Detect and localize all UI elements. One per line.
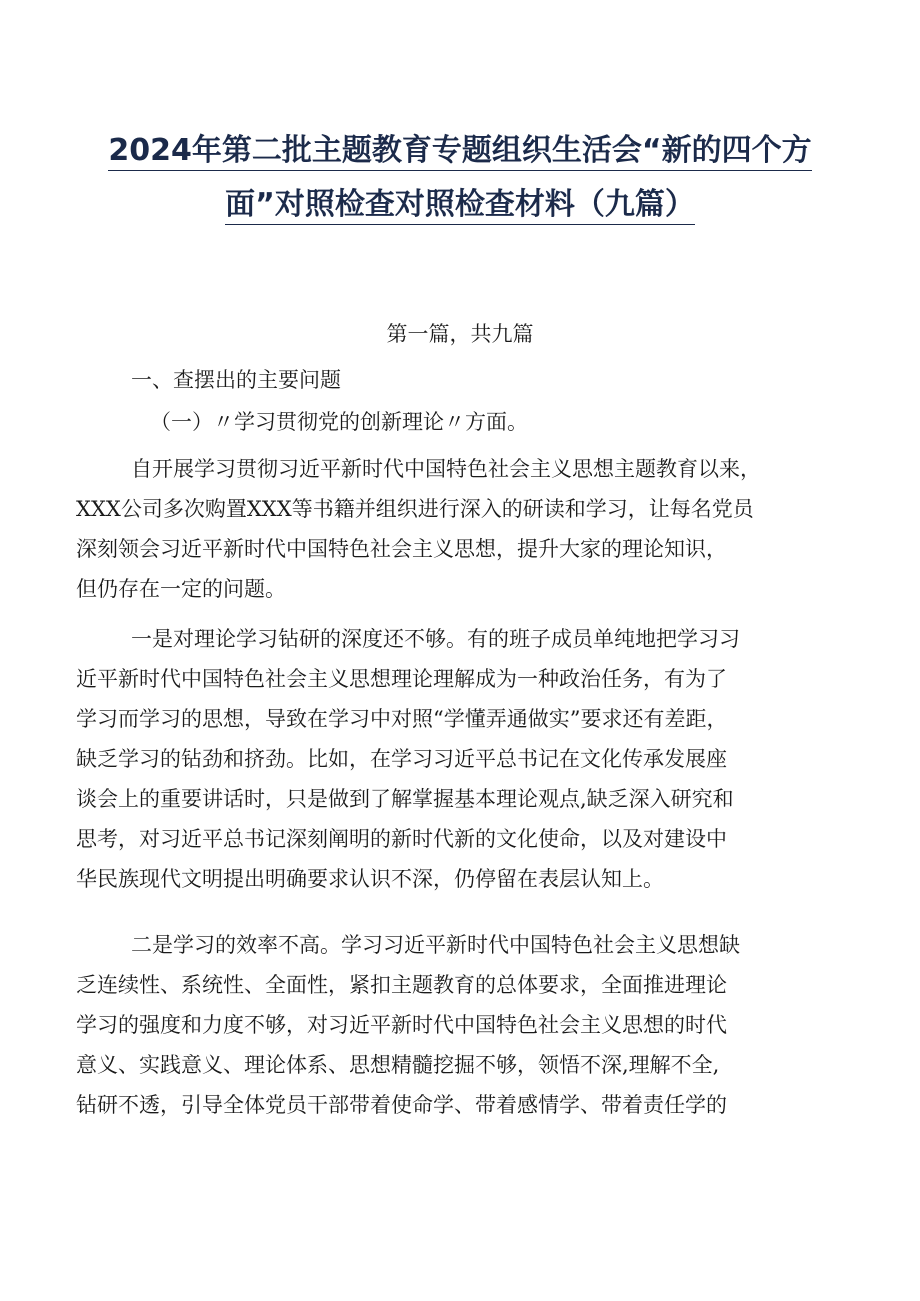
paragraph-1 <box>76 449 856 609</box>
paragraph-line: 但仍存在一定的问题。 <box>76 577 286 601</box>
document-title-line-2 <box>60 185 860 225</box>
paragraph-line: 学习而学习的思想，导致在学习中对照“学懂弄通做实”要求还有差距， <box>76 707 728 731</box>
paragraph-line: 华民族现代文明提出明确要求认识不深，仍停留在表层认知上。 <box>76 867 664 891</box>
subsection-heading: （一）〃学习贯彻党的创新理论〃方面。 <box>150 410 528 434</box>
paragraph-line: 谈会上的重要讲话时，只是做到了解掌握基本理论观点,缺乏深入研究和 <box>76 787 734 811</box>
paragraph-line: 自开展学习贯彻习近平新时代中国特色社会主义思想主题教育以来， <box>131 457 761 481</box>
paragraph-line: 二是学习的效率不高。学习习近平新时代中国特色社会主义思想缺 <box>131 933 740 957</box>
paragraph-line: 乏连续性、系统性、全面性，紧扣主题教育的总体要求，全面推进理论 <box>76 973 727 997</box>
document-title-line-1 <box>60 131 860 171</box>
paragraph-2 <box>76 619 856 899</box>
paragraph-line: 学习的强度和力度不够，对习近平新时代中国特色社会主义思想的时代 <box>76 1013 727 1037</box>
paragraph-line: XXX公司多次购置XXX等书籍并组织进行深入的研读和学习，让每名党员 <box>76 497 754 521</box>
paragraph-line: 近平新时代中国特色社会主义思想理论理解成为一种政治任务，有为了 <box>76 667 727 691</box>
paragraph-line: 意义、实践意义、理论体系、思想精髓挖掘不够，领悟不深,理解不全, <box>76 1053 720 1077</box>
paragraph-3 <box>76 925 856 1125</box>
part-subtitle: 第一篇，共九篇 <box>386 322 534 346</box>
paragraph-line: 缺乏学习的钻劲和挤劲。比如，在学习习近平总书记在文化传承发展座 <box>76 747 727 771</box>
paragraph-line: 深刻领会习近平新时代中国特色社会主义思想，提升大家的理论知识， <box>76 537 727 561</box>
paragraph-line: 一是对理论学习钻研的深度还不够。有的班子成员单纯地把学习习 <box>131 627 740 651</box>
section-heading: 一、查摆出的主要问题 <box>131 368 341 392</box>
paragraph-line: 钻研不透，引导全体党员干部带着使命学、带着感情学、带着责任学的 <box>76 1093 727 1117</box>
title-text-2: 面”对照检查对照检查材料（九篇） <box>225 187 695 225</box>
paragraph-line: 思考，对习近平总书记深刻阐明的新时代新的文化使命，以及对建设中 <box>76 827 727 851</box>
title-text-1: 2024年第二批主题教育专题组织生活会“新的四个方 <box>108 133 811 171</box>
